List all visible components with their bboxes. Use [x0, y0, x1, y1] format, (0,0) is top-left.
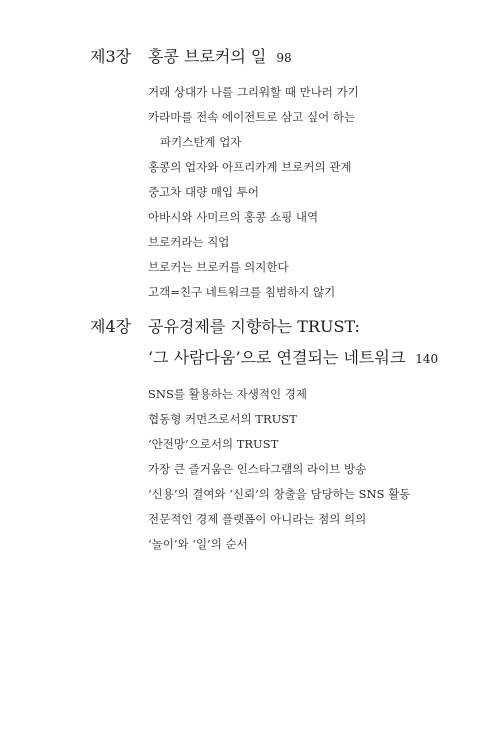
- toc-entry: 고객=친구 네트워크를 침범하지 않기: [148, 285, 336, 299]
- toc-entry: 전문적인 경제 플랫폼이 아니라는 점의 의의: [148, 512, 367, 526]
- toc-entry: 홍콩의 업자와 아프리카계 브로커의 관계: [148, 160, 352, 174]
- toc-entry: SNS를 활용하는 자생적인 경제: [148, 387, 307, 401]
- chapter-3-heading: [90, 44, 359, 67]
- chapter-4-subtitle-line: [148, 345, 438, 368]
- chapter-3-entry-list: [148, 80, 359, 305]
- chapter-4-entry-list: [148, 382, 438, 557]
- chapter-3-section: [90, 44, 359, 305]
- chapter-3-label: 제3장: [90, 47, 132, 66]
- toc-entry: 브로커는 브로커를 의지한다: [148, 260, 289, 274]
- toc-entry: ‘안전망’으로서의 TRUST: [148, 437, 279, 451]
- chapter-4-label: 제4장: [90, 317, 132, 336]
- toc-entry: 거래 상대가 나를 그리워할 때 만나러 가기: [148, 85, 359, 99]
- toc-entry: 카라마를 전속 에이전트로 삼고 싶어 하는: [148, 110, 356, 124]
- toc-entry: ‘신용’의 결여와 ‘신뢰’의 창출을 담당하는 SNS 활동: [148, 487, 411, 501]
- toc-entry: 브로커라는 직업: [148, 235, 230, 249]
- toc-entry: 파키스탄계 업자: [160, 135, 242, 149]
- toc-entry: 아바시와 사미르의 홍콩 쇼핑 내역: [148, 210, 319, 224]
- chapter-3-page-number: 98: [276, 51, 292, 65]
- chapter-4-heading: [90, 314, 438, 337]
- chapter-4-subtitle: ‘그 사람다움’으로 연결되는 네트워크: [148, 348, 406, 367]
- chapter-4-section: [90, 314, 438, 557]
- toc-entry: ‘놀이’와 ‘일’의 순서: [148, 537, 248, 551]
- chapter-3-title: 홍콩 브로커의 일: [148, 47, 267, 66]
- chapter-4-page-number: 140: [415, 352, 439, 366]
- toc-entry: 가장 큰 즐거움은 인스타그램의 라이브 방송: [148, 462, 367, 476]
- toc-entry: 중고차 대량 매입 투어: [148, 185, 259, 199]
- chapter-4-title: 공유경제를 지향하는 TRUST:: [148, 317, 360, 336]
- toc-entry: 협동형 커먼즈로서의 TRUST: [148, 412, 297, 426]
